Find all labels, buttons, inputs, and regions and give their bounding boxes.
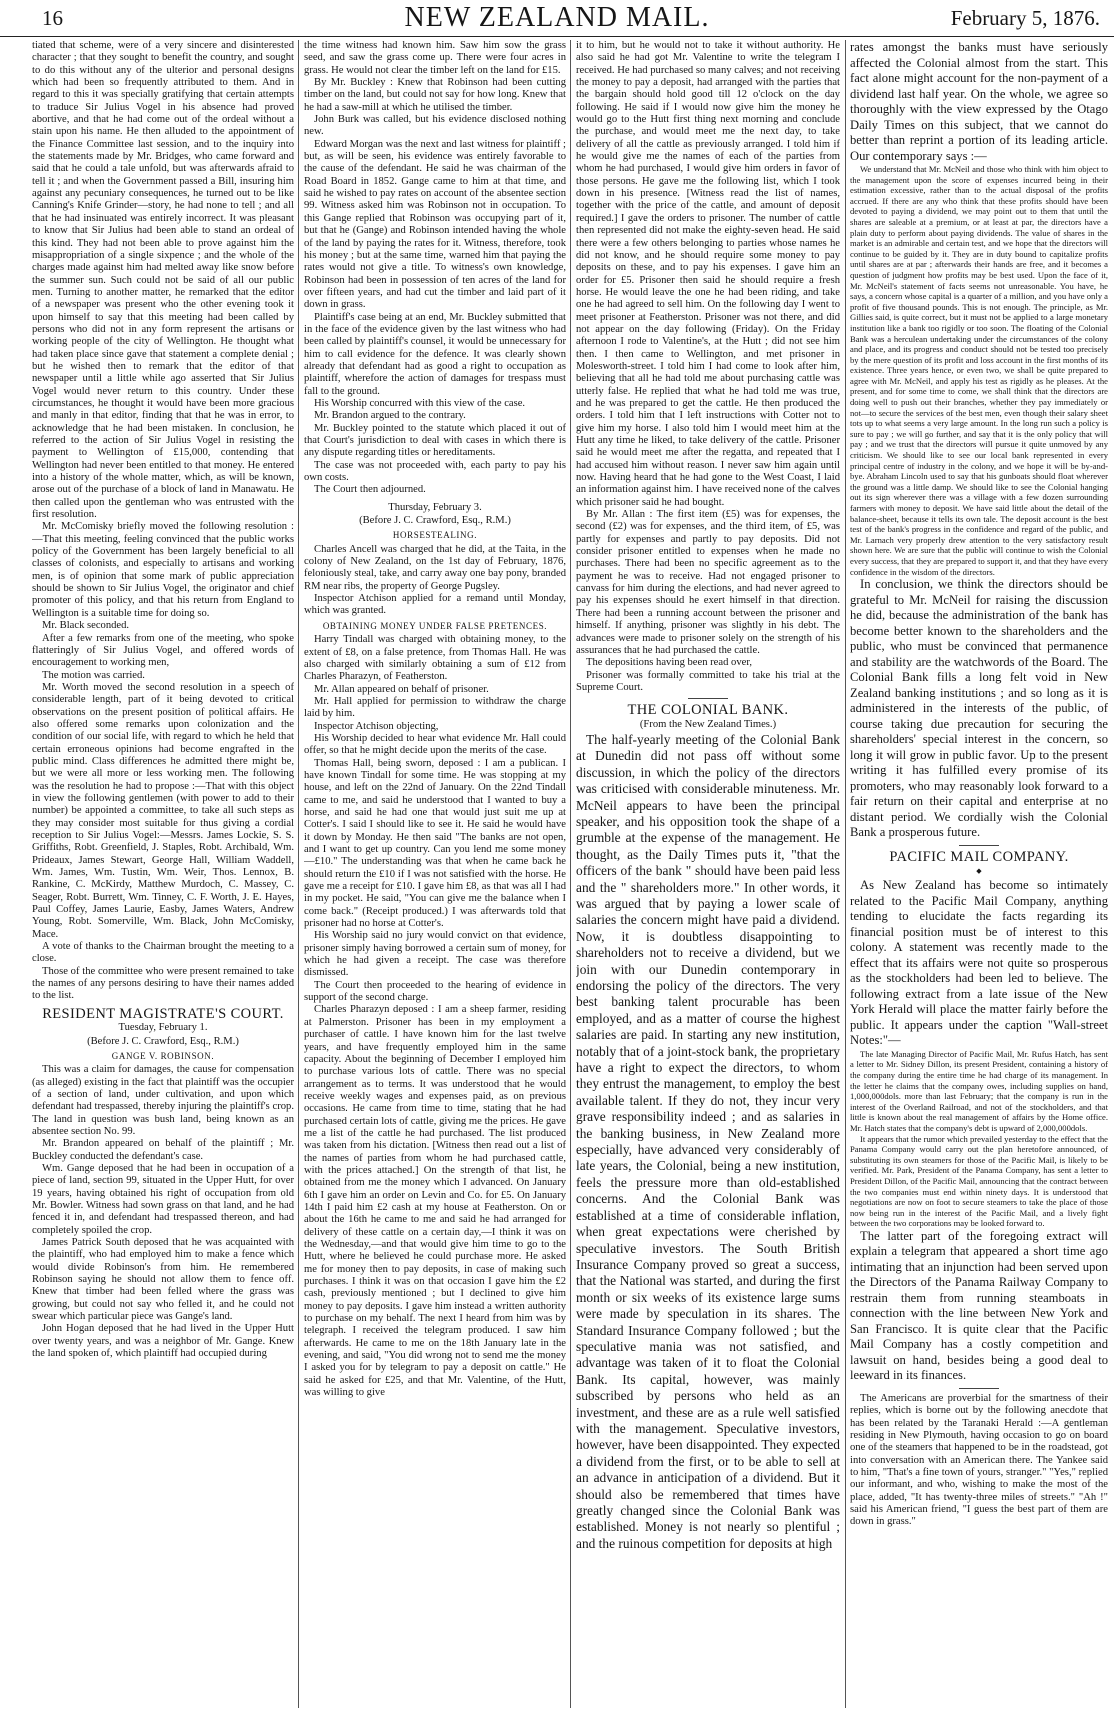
- case-title: OBTAINING MONEY UNDER FALSE PRETENCES.: [322, 620, 548, 631]
- article-paragraph: Mr. Brandon appeared on behalf of the plaintiff ; Mr. Buckley conducted the defendant's case.: [32, 1138, 294, 1162]
- section-heading-colonial-bank: THE COLONIAL BANK.: [627, 702, 789, 719]
- article-paragraph: Prisoner was formally committed to take his trial at the Supreme Court.: [576, 669, 840, 693]
- article-paragraph: Mr. Allan appeared on behalf of prisoner.: [314, 683, 489, 695]
- article-paragraph: In conclusion, we think the directors should be grateful to Mr. McNeil for raising the discussion he did, because the administration of the bank has become better known to the shareholders and the public, who must be convinced that permanence and stability are the watchwords of the Board. The Colonial Bank fills a long felt void in New Zealand banking institutions ; and so long as it is administered in the interests of the public, of course taking due precaution for securing the shareholders' special interest in the concern, so long it will grow in public favor. Up to the present writing it has fulfilled every promise of its promoters, who may reasonably look forward to a fair return on their capital and enterprise at no distant period. We cordially wish the Colonial Bank a prosperous future.: [850, 577, 1108, 840]
- article-paragraph: As New Zealand has become so intimately related to the Pacific Mail Company, anything tending to elucidate the facts regarding its financial position must be of interest to this colony. A statement was recently made to the effect that its affairs were not quite so prosperous as the stockholders had been led to believe. The following extract from a late issue of the New York Herald will place the matter fairly before the public. It appears under the caption "Wall-street Notes:"—: [850, 878, 1108, 1048]
- section-heading-pacific-mail: PACIFIC MAIL COMPANY.: [889, 848, 1069, 865]
- article-paragraph: This was a claim for damages, the cause for compensation (as alleged) existing in the fact that plaintiff was the occupier of a section of land, under cultivation, and upon which defendant had trespassed, thereby injuring the plaintiff's crop. The land in question was bush land, being known as an absentee section No. 99.: [32, 1064, 294, 1137]
- newspaper-title: NEW ZEALAND MAIL.: [404, 2, 710, 33]
- section-divider: [959, 1388, 999, 1389]
- section-divider: [959, 845, 999, 846]
- section-divider: [688, 698, 728, 699]
- article-paragraph: Edward Morgan was the next and last witness for plaintiff ; but, as will be seen, his evidence was entirely favorable to the cause of the defendant. He said he was chairman of the Road Board in 1852. Gange came to him at that time, and said he wished to pay rates on account of the absentee section 99. Witness asked him was Robinson not in occupation. To this Gange replied that Robinson was occupying part of it, but that he (Gange) and Robinson intended having the whole of the land by paying the rates for it. Witness, therefore, took his money ; but at the same time, warned him that paying the rates would not give a title. To witness's own knowledge, Robinson had been in possession of ten acres of the land for over fifteen years, and had cut the timber and laid part of it down in grass.: [304, 138, 566, 311]
- issue-date: February 5, 1876.: [950, 6, 1100, 30]
- article-paragraph: Mr. Brandon argued to the contrary.: [314, 410, 466, 422]
- column-3: [576, 40, 840, 1712]
- court-magistrate: (Before J. C. Crawford, Esq., R.M.): [87, 1035, 239, 1047]
- article-paragraph: Thomas Hall, being sworn, deposed : I am a publican. I have known Tindall for some time. He was stopping at my house, and left on the 22nd of January. On the 22nd Tindall came to me, and said he understood that I wanted to buy a horse, and said he had one that would just suit me up at Cotter's. I said I should like to see it. He said he would have it down by Monday. He then said "The banks are not open, and I want to get up country. Can you lend me some money—£10." The understanding was that when he came back he should return the £10 if I was not satisfied with the horse. He gave me a receipt for £10. I gave him £8, as that was all I had in my pocket. He said, "You can give me the balance when I come back." (Receipt produced.) I was afterwards told that prisoner had no horse at Cotter's.: [304, 757, 566, 930]
- article-paragraph: His Worship concurred with this view of the case.: [314, 397, 526, 409]
- article-paragraph: The Americans are proverbial for the smartness of their replies, which is borne out by the following anecdote that has been related by the Taranaki Herald :—A gentleman residing in New Plymouth, having occasion to go on board one of the steamers that happened to be in the roadstead, got into conversation with an American there. The Yankee said to him, "That's a fine town of yours, stranger." "Yes," replied our informant, and who, wishing to make the most of the place, added, "It has twenty-three miles of streets." "Ah !" said his American friend, "I guess the best part of them are down in grass.": [850, 1392, 1108, 1528]
- quoted-article: We understand that Mr. McNeil and those who think with him object to the management upon the score of expenses incurred being in their estimation excessive, rather than to the actual disposal of the profits accrued. If there are any who think that these profits should have been devoted to paying a dividend, we may point out to them that until the shares are saleable at a premium, or at least at par, the directors have a plain duty to perform about paying dividends. The value of shares in the market is an admirable and certain test, and we hope that the directors will continue to be guided by it. They are in duty bound to capitalize profits until shares are at par ; afterwards their hands are free, and it becomes a question of judgment how profits may be best used. Upon the face of it, Mr. McNeil's statement of facts seems not unreasonable. You have, he says, a concern whose capital is a quarter of a million, and you have only a profit of five thousand pounds. This is not enough. The principle, as Mr. Gillies said, is quite correct, but it must not be applied to a large monetary institution like a bank too rigidly or too soon. The floating of the Colonial Bank was a herculean undertaking under the circumstances of the colony and place, and its progress and conduct should not be tested too precisely by the mere question of its profit and loss account in the first months of its existence. Three years hence, or even two, we shall be quite prepared to agree with Mr. McNeil, and apply his test as rigidly as he pleases. At the present, and for some time to come, we shall think that the directors are doing well to push out their branches, whether they pay immediately or not—to secure the services of the best men, even though their salary sheet tots up to what seems a very large amount. In the long run such a policy is sure to pay ; we will go further, and say that it is the only policy that will pay ; and we trust that the directors will pursue it quite unmoved by any criticism. We should like to see our local bank represented in every principal centre of industry in the colony, and we hope it will be by-and-bye. Abraham Lincoln used to say that his gunboats should float wherever the ground was a little damp. We should like to see the Colonial hanging out its sign wherever there was a village with a few dozen surrounding farmers with money to deposit. We have said little about the detail of the balance-sheet, because it tells its own tale. The deposit account is the best test of the bank's progress in the confidence and regard of the public, and Mr. Larnach very properly drew attention to the very satisfactory result shown here. We are sure that the public will continue to wish the Colonial every success, that they are prepared to support it, and that they have every confidence in the wisdom of the directors.: [850, 164, 1108, 577]
- masthead: [0, 0, 1114, 37]
- article-source: (From the New Zealand Times.): [639, 718, 777, 730]
- article-paragraph: Charles Ancell was charged that he did, at the Taita, in the colony of New Zealand, on the 1st day of February, 1876, feloniously steal, take, and carry away one bay pony, branded RM near ribs, the property of George Pugsley.: [304, 543, 566, 592]
- ornament-icon: ◆: [976, 867, 982, 875]
- article-paragraph: The Court then proceeded to the hearing of evidence in support of the second charge.: [304, 979, 566, 1004]
- article-paragraph: Mr. Worth moved the second resolution in a speech of considerable length, part of it being devoted to critical observations on the present position of political affairs. He also offered some remarks upon colonization and the condition of our social life, with regard to which he held that certain erroneous opinions had become engrafted in the public mind. Class differences he admitted there might be, but we were all more or less working men. The following was the resolution he had to propose :—That with this object in view the following gentlemen (with power to add to their number) be appointed a committee, to take all such steps as they may consider most suitable for thus giving a cordial reception to Sir Julius Vogel:—Messrs. James Lockie, S. S. Griffiths, Robt. Greenfield, J. Staples, Robt. Archibald, Wm. Prideaux, James Stewart, George Hall, William Waddell, Wm. James, Wm. Tustin, Wm. Weir, Thos. Lennox, B. Rankine, C. McKirdy, Matthew Murdoch, C. Massey, C. Seager, Robt. Burrett, Wm. Tinney, C. F. Worth, J. E. Hayes, Paul Coffey, James Laurie, Easby, James Waters, Andrew Young, Robt. Somerville, Wm. Black, John McComisky, Mace.: [32, 681, 294, 940]
- article-paragraph: His Worship said no jury would convict on that evidence, prisoner simply having borrowed a certain sum of money, for which he had given a receipt. The case was therefore dismissed.: [304, 930, 566, 979]
- article-paragraph: By Mr. Allan : The first item (£5) was for expenses, the second (£2) was for expenses, and the third item, of £5, was partly for expenses and partly to pay deposits. Did not consider prisoner entitled to expenses when he made no purchases. There had been no specific agreement as to the payment he was to receive. Had not engaged prisoner to canvass for him during the elections, and had never agreed to pay his expenses should he exert himself in that direction. There had been a running account between the prisoner and himself. If anything, prisoner was slightly in his debt. The advances were made to prisoner solely on the strength of his assurances that he had purchased the cattle.: [576, 509, 840, 656]
- column-2: [304, 40, 566, 1712]
- article-paragraph: Harry Tindall was charged with obtaining money, to the extent of £8, on a false pretence, from Thomas Hall. He was also charged with similarly obtaining a sum of £12 from Charles Pharazyn, of Featherston.: [304, 634, 566, 683]
- spacer: [304, 497, 566, 501]
- court-date: Thursday, February 3.: [388, 501, 482, 513]
- case-title: HORSESTEALING.: [392, 530, 478, 541]
- quoted-article: The late Managing Director of Pacific Mail, Mr. Rufus Hatch, has sent a letter to Mr. Sidney Dillon, its present President, containing a history of the company during the entire time he had charge of its management. In the letter he claims that the company owes, including supplies on hand, 1,000,000dols. more than last February; that the company is run in the interest of the Overland Railroad, and not of the stockholders, and that little is known about the real management of affairs by the Home office. Mr. Hatch states that the company's debt is upward of 2,000,000dols.: [850, 1048, 1108, 1133]
- article-paragraph: Mr. Black seconded.: [42, 620, 130, 632]
- article-paragraph: Mr. Buckley pointed to the statute which placed it out of that Court's jurisdiction to deal with cases in which there is any dispute regarding titles or hereditaments.: [304, 422, 566, 459]
- article-paragraph: Those of the committee who were present remained to take the names of any persons desiring to have their names added to the list.: [32, 965, 294, 1002]
- article-paragraph: His Worship decided to hear what evidence Mr. Hall could offer, so that he might decide upon the merits of the case.: [304, 732, 566, 757]
- court-date: Tuesday, February 1.: [118, 1022, 208, 1034]
- article-paragraph: John Burk was called, but his evidence disclosed nothing new.: [304, 114, 566, 138]
- quoted-article: It appears that the rumor which prevailed yesterday to the effect that the Panama Company would carry out the plan heretofore announced, of substituting its own steamers for those of the Pacific Mail, is likely to be verified. Mr. Park, President of the Panama Company, has sent a letter to President Dillon, of the Pacific Mail, announcing that the contract between the two companies must end within ninety days. It is understood that negotiations are now on foot to secure steamers to take the place of those now being run in the interest of the Pacific Mail, and a lively fight between the two corporations may be looked forward to.: [850, 1133, 1108, 1229]
- section-heading-court: RESIDENT MAGISTRATE'S COURT.: [42, 1005, 284, 1022]
- article-paragraph: The motion was carried.: [42, 669, 145, 681]
- column-1: [32, 40, 294, 1712]
- court-magistrate: (Before J. C. Crawford, Esq., R.M.): [359, 515, 511, 527]
- column-4: [850, 40, 1108, 1712]
- article-paragraph: rates amongst the banks must have seriously affected the Colonial almost from the start. This fact alone might account for the non-payment of a dividend last half year. On the whole, we agree so thoroughly with the view expressed by the Otago Daily Times on this subject, that we cannot do better than reprint a portion of its leading article. Our contemporary says :—: [850, 40, 1108, 163]
- case-title: GANGE V. ROBINSON.: [111, 1050, 215, 1061]
- article-paragraph: James Patrick South deposed that he was acquainted with the plaintiff, who had employed him to make a fence which would divide Robinson's from him. He remembered Robinson saying he should not allow them to fence off. Knew that timber had been felled where the grass was growing, but could not say who felled it, and he could not swear which particular piece was Gange's land.: [32, 1237, 294, 1323]
- article-paragraph: By Mr. Buckley : Knew that Robinson had been cutting timber on the land, but could not say for how long. Knew that he had a saw-mill at which he utilised the timber.: [304, 77, 566, 113]
- article-paragraph: Charles Pharazyn deposed : I am a sheep farmer, residing at Palmerston. Prisoner has been in my employment a purchaser of cattle. I have known him for the last twelve years, and have frequently employed him in the same capacity. About the beginning of December I employed him to purchase various lots of cattle. There was no special arrangement as to terms. It was understood that he would receive weekly wages and expenses paid, as on previous occasions. He came from time to time, stating that he had purchased certain lots of cattle, giving me the prices. He gave me a list of the cattle he had purchased. The list produced was taken from his dictation. [Witness then read out a list of the names of parties from whom he had purchased cattle, with the prices attached.] On the strength of that list, he obtained from me the money which I advanced. On January 6th I gave him an order on Levin and Co. for £5. On January 14th I paid him £2 cash at my house at Featherston. On or about the 16th he came to me and said he had arranged for delivery of these cattle on a certain day,—I think it was on the Wednesday,—and that would give him time to go to the Hutt, where he believed he could purchase more. He asked me for money then to pay deposits, in case of making such purchases. I think it was on that occasion I gave him the £2 cash, previously mentioned ; but I declined to give him money to pay deposits. I gave him instead a written authority to purchase on my behalf. The next I heard from him was by telegraph. I received the telegram produced. I saw him afterwards. He came to me on the 18th January late in the evening, and said, "You did wrong not to send me the money I asked you for by telegram to pay a deposit on cattle." He said he asked for £25, and that Mr. Valentine, of the Hutt, was willing to give: [304, 1004, 566, 1399]
- page-columns: [0, 40, 1114, 1712]
- article-paragraph: The case was not proceeded with, each party to pay his own costs.: [304, 459, 566, 484]
- article-paragraph: The Court then adjourned.: [314, 484, 426, 496]
- article-paragraph: tiated that scheme, were of a very sincere and disinterested character ; that they sought to benefit the country, and sought to do this without any of the ulterior and personal designs which had been so frequently attributed to them. And in regard to this it was specially gratifying that certain attempts to traduce Sir Julius Vogel in his absence had proved abortive, and that he had come out of the ordeal without a stain upon his name. He then alluded to the appointment of the Finance Committee last session, and to the inquiry into the statements made by Mr. Bridges, who came forward and said that he could a tale unfold, but was afterwards afraid to tell it ; and when the Government passed a Bill, insuring him against any pecuniary consequences, he turned out to be like Canning's Knife Grinder—story, he had none to tell ; and all that he had insinuated was entirely incorrect. It was pleasant to know that Sir Julius had been able to stand an ordeal of this kind. They had not been able to prove against him the misappropriation of a single sixpence ; and the whole of the charges made against him had melted away like snow before the summer sun. Such could not be said of all our public men. Turning to another matter, he remarked that the editor of a newspaper was present who the other evening took it upon himself to say that this meeting had been called by persons who did not in any form represent the artisans or working people of the city of Wellington. He thought what had taken place since gave that statement a complete denial ; but he wished then to remark that the editor of that newspaper until a little while ago asserted that Sir Julius Vogel would never return to this country. Under these circumstances, he thought it would have been more gracious and manly in that editor, finding that that he was in error, to acknowledge that he had been mistaken. In conclusion, he referred to the action of Sir Julius Vogel in resisting the payment to Wellington of £15,000, contending that Wellington had never been entitled to that money. He entered into a history of the whole matter, which, as will be known, arose out of the purchase of a block of land in Manawatu. He then called upon the gentleman who was entrusted with the first resolution.: [32, 40, 294, 521]
- article-paragraph: Mr. McComisky briefly moved the following resolution :—That this meeting, feeling convinced that the public works policy of the Government has been largely beneficial to all classes of colonists, and especially to artisans and working men, is of opinion that some mark of public appreciation should be shown to Sir Julius Vogel, the originator and chief promoter of this policy, and that his return from England to Wellington is a suitable time for doing so.: [32, 521, 294, 619]
- article-paragraph: A vote of thanks to the Chairman brought the meeting to a close.: [32, 941, 294, 965]
- article-paragraph: John Hogan deposed that he had lived in the Upper Hutt over twenty years, and was a neighbor of Mr. Gange. Knew the land spoken of, which plaintiff had occupied during: [32, 1323, 294, 1360]
- article-paragraph: The half-yearly meeting of the Colonial Bank at Dunedin did not pass off without some discussion, in which the policy of the directors was criticised with considerable minuteness. Mr. McNeil appears to have been the principal speaker, and his opposition took the shape of a grumble at the expense of the management. He thought, as the Daily Times puts it, "that the officers of the bank " should have been paid less and the " shareholders more." In other words, it was argued that by paying a lower scale of salaries the concern might have paid a dividend. Now, it is doubtless disappointing to shareholders not to receive a dividend, but we join with our Dunedin contemporary in endorsing the policy of the directors. The very best banking talent procurable has been employed, and as a matter of course the highest salaries are paid. In starting any new institution, notably that of a joint-stock bank, the proprietary have a right to expect the directors, to whom they entrust the management, to employ the best available talent. If they do not, they incur very grave responsibility indeed ; and as salaries in the banking business, in New Zealand more especially, have advanced very considerably of late years, the Colonial, being a new institution, feels the pressure more than old-established concerns. And the Colonial Bank was established at a time of considerable inflation, when great expectations were cherished by speculative investors. The South British Insurance Company proved so great a success, that the National was started, and during the first month or six weeks of its existence large sums were made by speculation in its shares. The Standard Insurance Company followed ; but the speculative mania was not satisfied, and advantage was taken of it to float the Colonial Bank. Its capital, however, was mainly subscribed by persons who held as an investment, and these are as a rule well satisfied with the management. Speculative investors, however, have been disappointed. They expected a dividend from the first, or to be able to sell at an advance in anticipation of a dividend. But it should also be remembered that times have greatly changed since the Colonial Bank was established. Money is not nearly so plentiful ; and the ruinous competition for deposits at high: [576, 731, 840, 1551]
- article-paragraph: it to him, but he would not to take it without authority. He also said he had got Mr. Valentine to write the telegram I received. He had purchased so many calves; and not receiving the money to pay a deposit, had arranged with the parties that the bargain should hold good till 12 o'clock on the day following. He said if I would now give him the money he would go to the Hutt first thing next morning and conclude the purchase, and would meet me the next day, to take delivery of all the cattle as previously arranged. I told him if he would give me the names of each of the parties from whom he had purchased, I would give him orders in favor of those persons. He gave me the following list, which I took down in his presence. [Witness read the list of names, together with the price of the cattle, and amount of deposit required.] I gave the orders to prisoner. The number of cattle then represented did not make the eighty-seven head. He said there were a few others belonging to parties whose names he did not know, and he should require some money to pay deposits on these, and to pay his expenses. I gave him an order for £5. Prisoner then said he should require a fresh horse. He would leave the one he had been riding, and take one he had agreed to sell him. On the following day I went to meet prisoner at Featherston. Prisoner was not there, and did not appear on the day following (Friday). On the Friday afternoon I rode to Valentine's, at the Hutt ; did not see him then. I then came to Wellington, and met prisoner in Molesworth-street. I told him I had come to look after him, believing that all he had told me about purchasing cattle was utterly false. He replied that what he had told me was true, and he was prepared to get the cattle. He then produced the orders. I told him that I left instructions with Cotter not to give him my horse. I also told him I would meet him at the Hutt any time he liked, to take delivery of the cattle. Prisoner said he would meet me after the regatta, and repeated that I had accused him without reason. I never saw him again until now. Having heard that he had gone to the West Coast, I laid an information against him. I have received none of the calves which prisoner said he had bought.: [576, 40, 840, 508]
- article-paragraph: After a few remarks from one of the meeting, who spoke flatteringly of Sir Julius Vogel, and offered words of encouragement to working men,: [32, 632, 294, 669]
- article-paragraph: the time witness had known him. Saw him sow the grass seed, and saw the grass come up. There were four acres in grass. He would not clear the timber left on the land for £15.: [304, 40, 566, 76]
- article-paragraph: Wm. Gange deposed that he had been in occupation of a piece of land, section 99, situated in the Upper Hutt, for over 19 years, having obtained his right of occupation from old Mr. Bowler. Witness had sown grass on that land, and he had fenced it in, and defendant had trespassed thereon, and had completely spoiled the crop.: [32, 1162, 294, 1236]
- article-paragraph: Plaintiff's case being at an end, Mr. Buckley submitted that in the face of the evidence given by the last witness who had been called by plaintiff's counsel, it would be unnecessary for him to call evidence for the defence. It was clearly shown already that defendant had as good a right to occupation as plaintiff, wherefore the action of damages for trespass must fall to the ground.: [304, 311, 566, 397]
- article-paragraph: The latter part of the foregoing extract will explain a telegram that appeared a short time ago intimating that an injunction had been served upon the Directors of the Panama Railway Company to restrain them from running steamboats in connection with the line between New York and San Francisco. It is quite clear that the Pacific Mail Company has a costly competition and lawsuit on hand, besides being a good deal to leeward in its finances.: [850, 1228, 1108, 1383]
- article-paragraph: Mr. Hall applied for permission to withdraw the charge laid by him.: [304, 695, 566, 720]
- article-paragraph: Inspector Atchison applied for a remand until Monday, which was granted.: [304, 593, 566, 617]
- page-number: 16: [42, 6, 63, 30]
- article-paragraph: Inspector Atchison objecting,: [314, 720, 439, 732]
- article-paragraph: The depositions having been read over,: [586, 657, 753, 669]
